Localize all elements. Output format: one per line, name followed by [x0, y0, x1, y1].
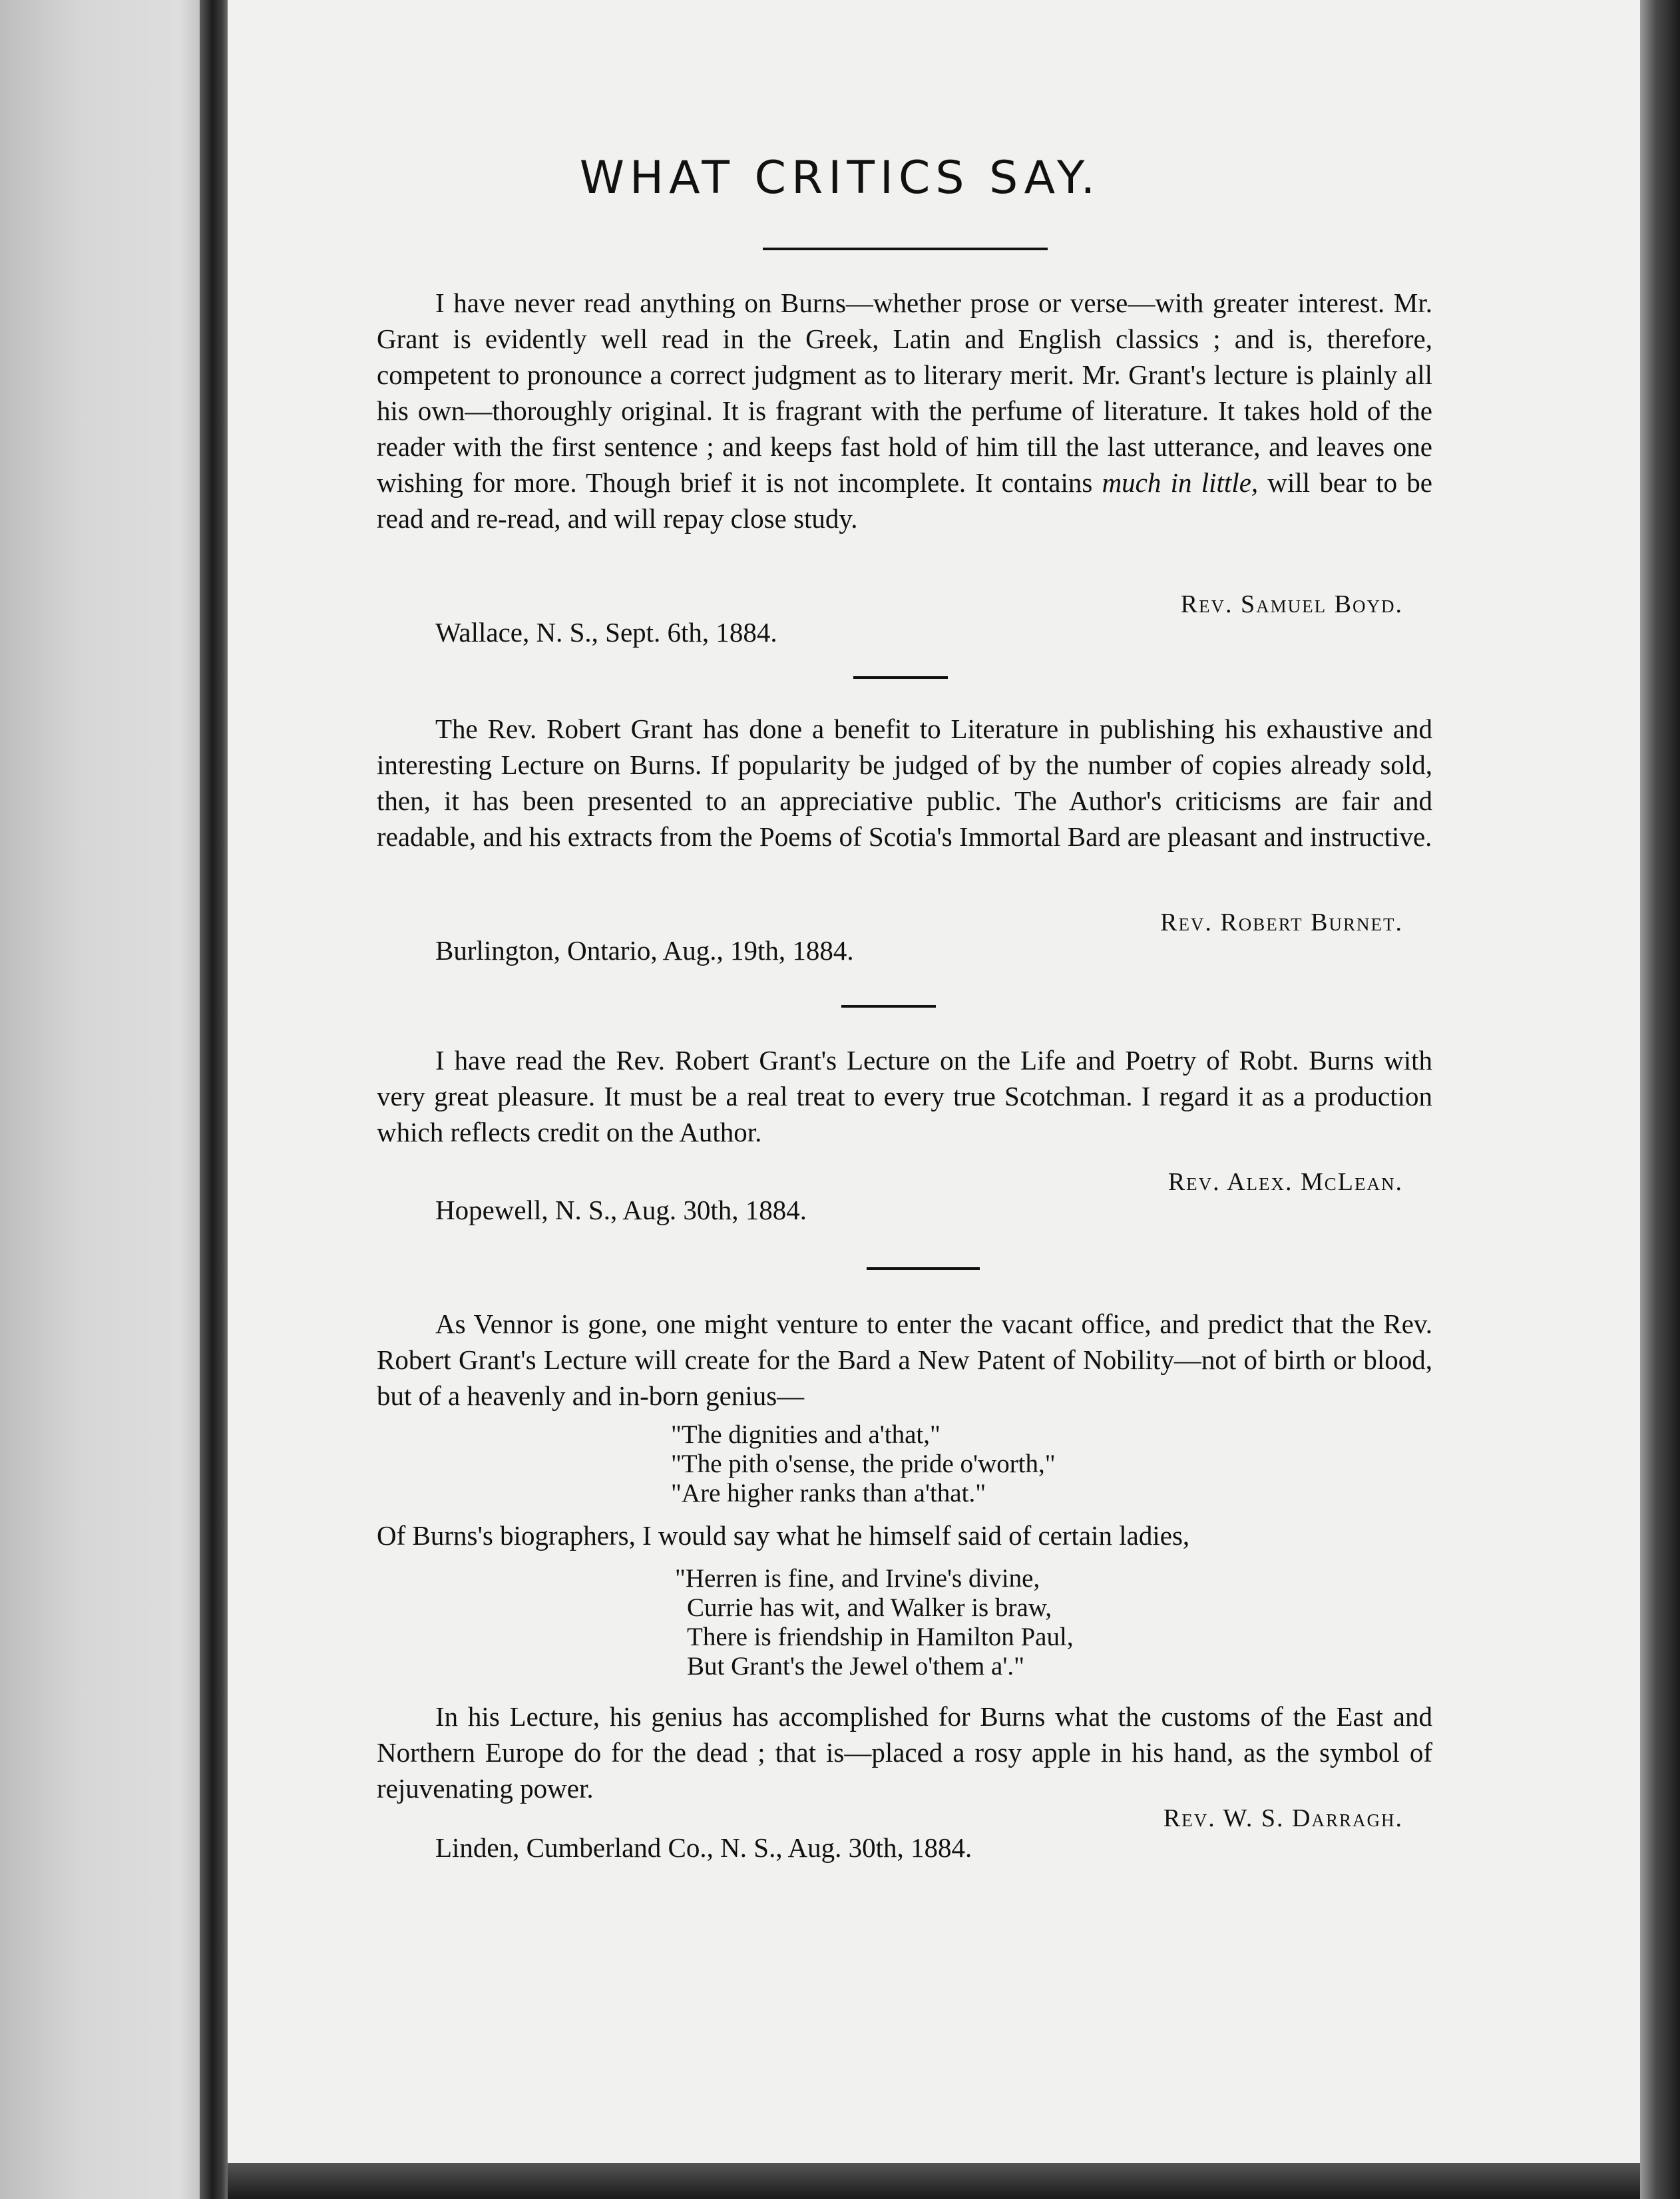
review-2-text: The Rev. Robert Grant has done a benefit to Literature in publishing his exhaustive and interesting Lecture on Burns. If popularity be judged of by the number of copies already sold, then, it has been presented to an appreciative public. The Author's criticisms are fair and readable, and his extracts from the Poems of Scotia's Immortal Bard are pleasant and instructive.	[377, 713, 1432, 852]
review-4-text-2: Of Burns's biographers, I would say what he himself said of certain ladies,	[377, 1520, 1190, 1551]
verse-1-line: "The dignities and a'that,"	[671, 1420, 941, 1449]
right-page-edge	[1640, 0, 1680, 2199]
verse-1-line: "The pith o'sense, the pride o'worth,"	[671, 1450, 1056, 1478]
review-3-text: I have read the Rev. Robert Grant's Lecture on the Life and Poetry of Robt. Burns with very great pleasure. It must be a real treat to every true Scotchman. I regard it as a production which reflects credit on the Author.	[377, 1045, 1432, 1147]
page-title: WHAT CRITICS SAY.	[579, 152, 1101, 204]
verse-1-line: "Are higher ranks than a'that."	[671, 1479, 986, 1507]
review-1-signature: Rev. Samuel Boyd.	[1180, 590, 1403, 618]
review-4-signature: Rev. W. S. Darragh.	[1163, 1804, 1403, 1832]
review-1-text	[377, 285, 1432, 536]
divider-1	[853, 676, 948, 679]
review-1-text-a: I have never read anything on Burns—whether prose or verse—with greater interest. Mr. Grant is evidently well read in the Greek, Latin and English classics ; and is, therefore, competent to pronounce a correct judgment as to literary merit. Mr. Grant's lecture is plainly all his own—thoroughly original. It is fragrant with the perfume of literature. It takes hold of the reader with the first sentence ; and keeps fast hold of him till the last utterance, and leaves one wishing for more. Though brief it is not incomplete. It contains	[377, 288, 1432, 498]
verse-2	[675, 1564, 1074, 1681]
divider-3	[867, 1267, 980, 1270]
bottom-edge	[228, 2163, 1640, 2199]
review-1-place-date: Wallace, N. S., Sept. 6th, 1884.	[435, 617, 777, 648]
divider-2	[841, 1005, 936, 1008]
title-rule	[763, 248, 1048, 250]
review-1-text-b: will bear to be read and re-read, and will repay close study.	[377, 467, 1433, 534]
review-4-text-3: In his Lecture, his genius has accomplished for Burns what the customs of the East and Northern Europe do for the dead ; that is—placed a rosy apple in his hand, as the symbol of rejuvenating power.	[377, 1701, 1432, 1804]
left-page-margin	[0, 0, 200, 2199]
verse-2-line: Currie has wit, and Walker is braw,	[687, 1593, 1052, 1622]
verse-2-line: "Herren is fine, and Irvine's divine,	[675, 1564, 1040, 1593]
review-2-place-date: Burlington, Ontario, Aug., 19th, 1884.	[435, 935, 854, 966]
review-1-italic: much in little,	[1102, 467, 1259, 498]
book-gutter	[200, 0, 228, 2199]
verse-2-line: But Grant's the Jewel o'them a'."	[687, 1652, 1025, 1681]
review-2-signature: Rev. Robert Burnet.	[1160, 908, 1403, 936]
verse-1	[671, 1420, 1056, 1508]
verse-2-line: There is friendship in Hamilton Paul,	[687, 1623, 1074, 1651]
review-3-place-date: Hopewell, N. S., Aug. 30th, 1884.	[435, 1195, 807, 1225]
review-3-signature: Rev. Alex. McLean.	[1167, 1168, 1403, 1196]
review-4-text: As Vennor is gone, one might venture to enter the vacant office, and predict that the Rev. Robert Grant's Lecture will create for the Bard a New Patent of Nobility—not of birth or blood, but of a heavenly and in-born genius—	[377, 1308, 1432, 1411]
review-4-place-date: Linden, Cumberland Co., N. S., Aug. 30th, 1884.	[435, 1832, 972, 1863]
